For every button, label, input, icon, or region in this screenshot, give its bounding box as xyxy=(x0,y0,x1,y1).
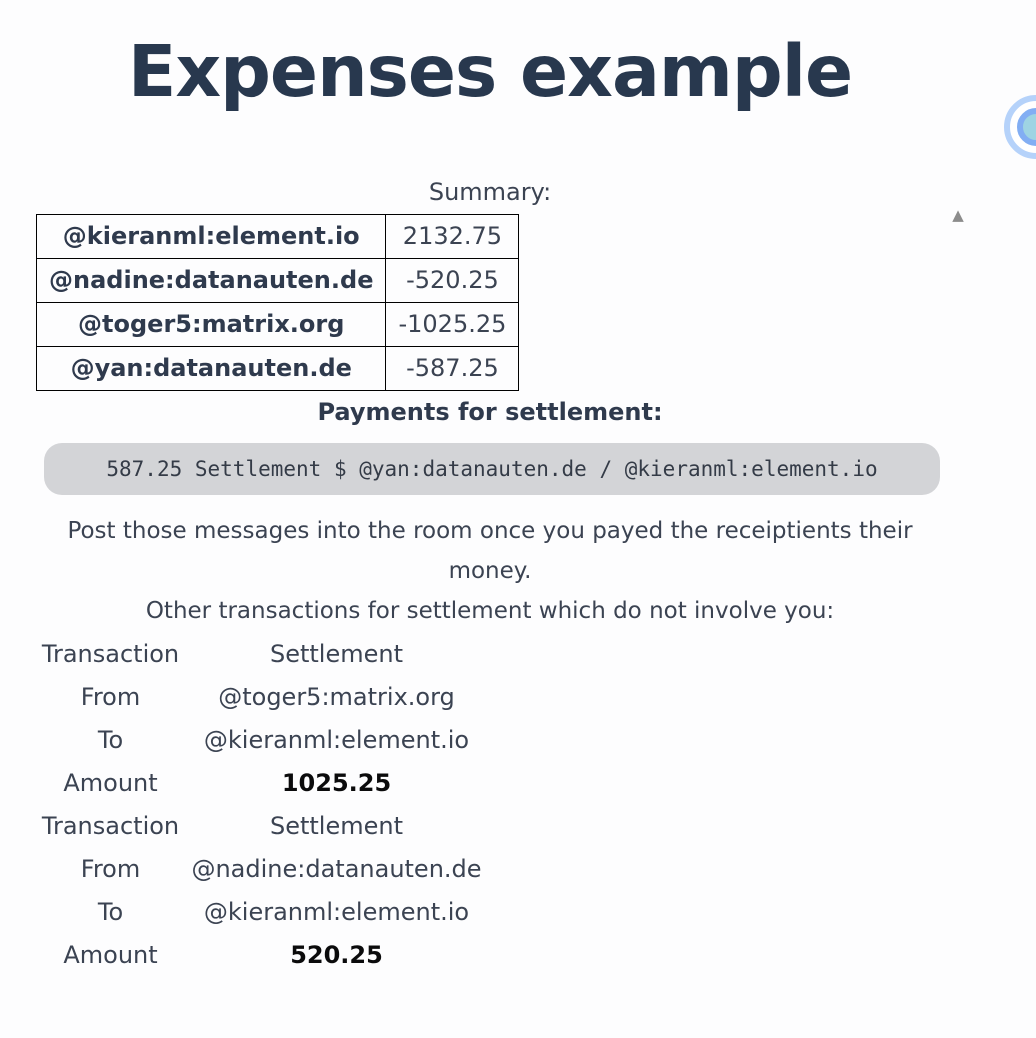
settlement-command-code: 587.25 Settlement $ @yan:datanauten.de / @kieranml:element.io xyxy=(44,443,940,495)
table-row xyxy=(37,346,519,390)
txn-label: From xyxy=(80,683,141,712)
table-row xyxy=(38,848,490,891)
table-row xyxy=(38,805,490,848)
summary-table xyxy=(36,214,519,391)
table-row xyxy=(38,676,490,719)
other-transactions-label: Other transactions for settlement which do not involve you: xyxy=(145,597,835,624)
summary-user: @kieranml:element.io xyxy=(37,214,386,258)
payments-heading: Payments for settlement: xyxy=(317,397,663,426)
page-content xyxy=(36,24,944,977)
summary-label: Summary: xyxy=(428,177,552,206)
txn-label: From xyxy=(80,855,141,884)
txn-value: Settlement xyxy=(269,640,404,669)
summary-amount: -587.25 xyxy=(386,346,519,390)
txn-value: @kieranml:element.io xyxy=(203,898,470,927)
floating-widget-button[interactable] xyxy=(1004,95,1036,159)
table-row xyxy=(38,934,490,977)
scroll-up-icon[interactable]: ▲ xyxy=(952,206,964,224)
txn-label: Amount xyxy=(63,769,158,798)
transaction-table xyxy=(38,633,490,805)
txn-amount: 520.25 xyxy=(290,941,383,970)
summary-user: @yan:datanauten.de xyxy=(37,346,386,390)
txn-amount: 1025.25 xyxy=(281,769,392,798)
page-title: Expenses example xyxy=(127,30,853,113)
table-row xyxy=(38,633,490,676)
instructions-text: Post those messages into the room once you payed the receiptients their money. xyxy=(67,517,913,584)
txn-label: Amount xyxy=(63,941,158,970)
txn-label: To xyxy=(97,726,124,755)
summary-amount: 2132.75 xyxy=(386,214,519,258)
txn-value: @kieranml:element.io xyxy=(203,726,470,755)
txn-value: Settlement xyxy=(269,812,404,841)
summary-user: @toger5:matrix.org xyxy=(37,302,386,346)
txn-value: @nadine:datanauten.de xyxy=(191,855,482,884)
summary-amount: -520.25 xyxy=(386,258,519,302)
summary-user: @nadine:datanauten.de xyxy=(37,258,386,302)
table-row xyxy=(38,891,490,934)
transaction-table xyxy=(38,805,490,977)
txn-label: To xyxy=(97,898,124,927)
table-row xyxy=(38,762,490,805)
table-row xyxy=(37,302,519,346)
txn-label: Transaction xyxy=(41,812,180,841)
txn-value: @toger5:matrix.org xyxy=(218,683,455,712)
table-row xyxy=(37,214,519,258)
txn-label: Transaction xyxy=(41,640,180,669)
summary-amount: -1025.25 xyxy=(386,302,519,346)
widget-circle-icon xyxy=(1017,108,1036,146)
table-row xyxy=(37,258,519,302)
table-row xyxy=(38,719,490,762)
